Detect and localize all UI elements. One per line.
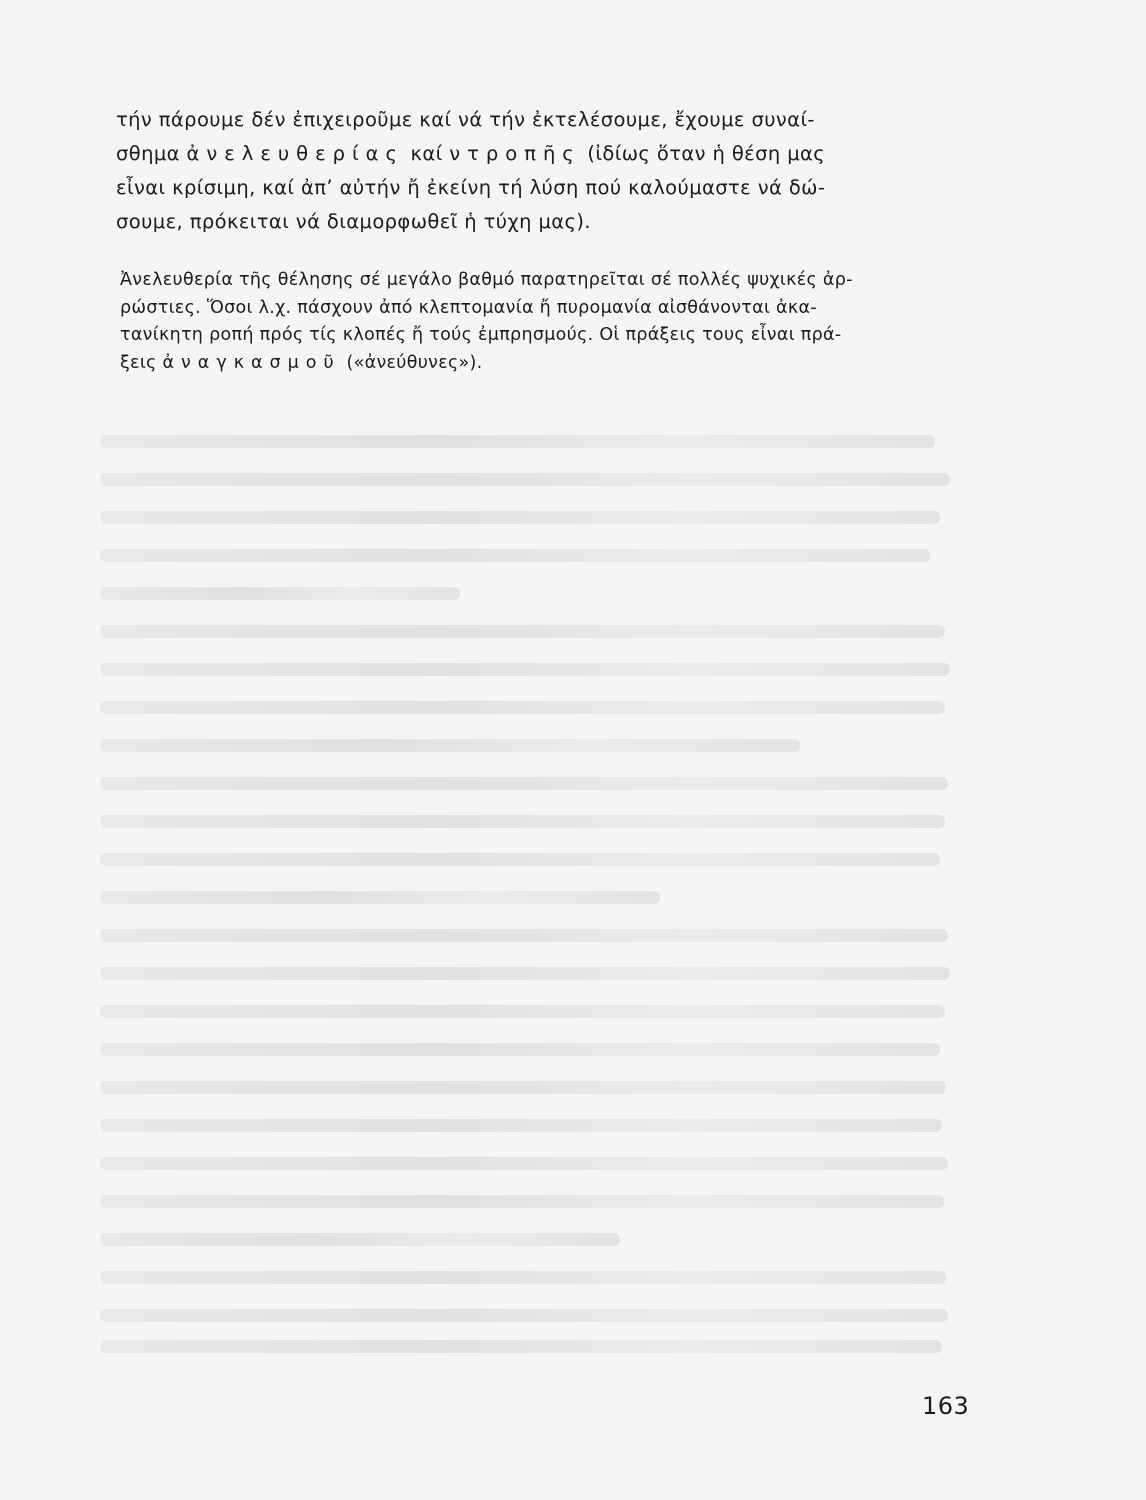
show-through-line [100, 511, 940, 524]
emphasized-term: ἀνελευθερίας [186, 142, 404, 165]
text-line: σουμε, πρόκειται νά διαμορφωθεῖ ἡ τύχη μας). [116, 210, 592, 233]
show-through-line [100, 1195, 944, 1208]
show-through-line [100, 929, 948, 942]
reverse-side-show-through [100, 415, 950, 1355]
text-segment: (ἰδίως ὅταν ἡ θέση μας [580, 142, 826, 165]
text-segment: καί [403, 142, 450, 165]
text-line [120, 350, 954, 378]
show-through-line [100, 1119, 942, 1132]
show-through-line [100, 1309, 948, 1322]
show-through-line [100, 435, 935, 448]
show-through-line [100, 625, 945, 638]
show-through-line [100, 549, 930, 562]
text-segment: («ἀνεύθυνες»). [340, 352, 483, 373]
text-line: εἶναι κρίσιμη, καί ἀπ’ αὐτήν ἤ ἐκείνη τή λύση πού καλούμαστε νά δώ- [116, 176, 826, 199]
show-through-line [100, 1005, 945, 1018]
show-through-line [100, 1233, 620, 1246]
page-number: 163 [922, 1392, 970, 1420]
text-line: Ἀνελευθερία τῆς θέλησης σέ μεγάλο βαθμό παρατηρεῖται σέ πολλές ψυχικές ἀρ- [120, 270, 853, 290]
show-through-line [100, 1081, 946, 1094]
show-through-line [100, 701, 945, 714]
text-line [116, 137, 954, 171]
text-segment: ξεις [120, 352, 163, 373]
show-through-line [100, 473, 950, 486]
text-line: τανίκητη ροπή πρός τίς κλοπές ἤ τούς ἐμπρησμούς. Οἱ πράξεις τους εἶναι πρά- [120, 325, 842, 345]
show-through-line [100, 1043, 940, 1056]
show-through-line [100, 967, 950, 980]
show-through-line [100, 739, 800, 752]
show-through-line [100, 891, 660, 904]
show-through-line [100, 1271, 946, 1284]
main-paragraph [116, 103, 954, 239]
note-paragraph [120, 267, 954, 377]
text-segment: σθημα [116, 142, 187, 165]
text-line: τήν πάρουμε δέν ἐπιχειροῦμε καί νά τήν ἐκτελέσουμε, ἔχουμε συναί- [116, 108, 815, 131]
text-line: ρώστιες. Ὅσοι λ.χ. πάσχουν ἀπό κλεπτομανία ἤ πυρομανία αἰσθάνονται ἀκα- [120, 297, 817, 318]
show-through-line [100, 663, 950, 676]
show-through-line [100, 587, 460, 600]
show-through-line [100, 815, 945, 828]
show-through-line [100, 1340, 942, 1353]
emphasized-term: ντροπῆς [449, 142, 581, 165]
show-through-line [100, 1157, 948, 1170]
show-through-line [100, 777, 948, 790]
show-through-line [100, 853, 940, 866]
emphasized-term: ἀναγκασμοῦ [162, 352, 341, 373]
